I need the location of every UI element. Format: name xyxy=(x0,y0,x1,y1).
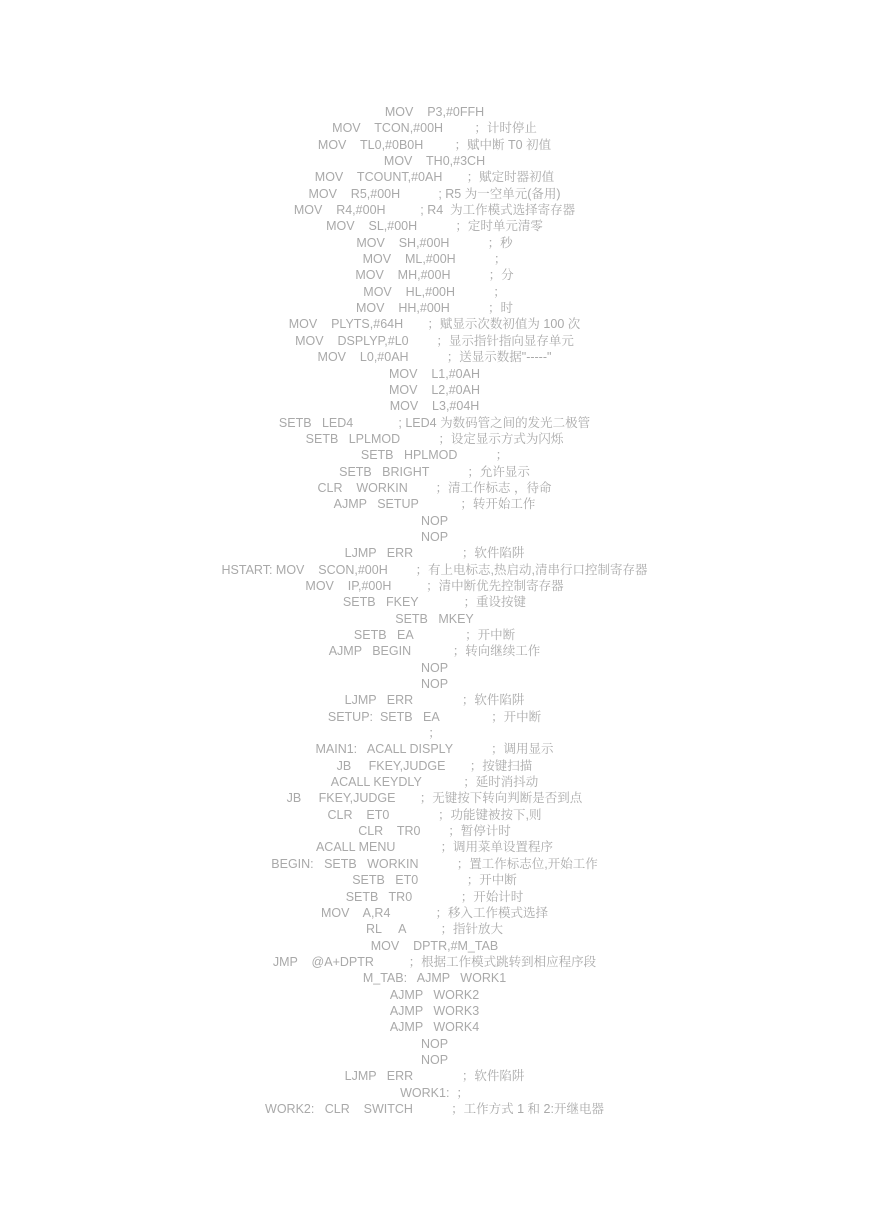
code-line: MOV R5,#00H ; R5 为一空单元(备用) xyxy=(308,186,561,201)
code-line: SETB MKEY xyxy=(395,611,474,626)
code-line: AJMP BEGIN ；转向继续工作 xyxy=(328,644,541,659)
code-line: MOV L1,#0AH xyxy=(388,366,480,381)
code-line: NOP xyxy=(420,513,449,528)
code-line: MOV SH,#00H ；秒 xyxy=(356,235,513,250)
code-line: NOP xyxy=(420,1036,449,1051)
code-line: MOV ML,#00H ； xyxy=(362,252,507,267)
code-line: SETB LPLMOD ；设定显示方式为闪烁 xyxy=(305,431,564,446)
code-line: SETB TR0 ；开始计时 xyxy=(345,889,524,904)
code-line: JMP @A+DPTR ；根据工作模式跳转到相应程序段 xyxy=(272,954,597,969)
code-line: CLR ET0 ；功能键被按下,则 xyxy=(327,807,542,822)
code-line: AJMP SETUP ；转开始工作 xyxy=(333,497,536,512)
code-listing xyxy=(0,104,869,1117)
code-line: MOV IP,#00H ；清中断优先控制寄存器 xyxy=(305,578,564,593)
code-line: HSTART: MOV SCON,#00H ；有上电标志,热启动,清串行口控制寄存器 xyxy=(221,562,648,577)
code-line: CLR TR0 ；暂停计时 xyxy=(358,824,511,839)
code-line: M_TAB: AJMP WORK1 xyxy=(362,971,507,986)
code-line: LJMP ERR ；软件陷阱 xyxy=(344,693,525,708)
code-line: SETB HPLMOD ； xyxy=(360,448,509,463)
code-line: SETB FKEY ；重设按键 xyxy=(342,595,527,610)
code-line: NOP xyxy=(420,660,449,675)
code-line: MOV L3,#04H xyxy=(389,399,480,414)
code-line: MOV DPTR,#M_TAB xyxy=(370,938,499,953)
code-line: ； xyxy=(428,726,441,741)
code-line: ACALL KEYDLY ；延时消抖动 xyxy=(330,775,539,790)
code-line: SETUP: SETB EA ；开中断 xyxy=(327,709,542,724)
code-line: MOV TH0,#3CH xyxy=(383,154,486,169)
code-line: MOV A,R4 ；移入工作模式选择 xyxy=(320,905,549,920)
code-line: ACALL MENU ；调用菜单设置程序 xyxy=(315,840,554,855)
code-line: MOV TCON,#00H ；计时停止 xyxy=(332,121,537,136)
code-line: MOV P3,#0FFH xyxy=(384,105,485,119)
code-line: MOV HH,#00H ；时 xyxy=(356,301,513,316)
code-line: LJMP ERR ；软件陷阱 xyxy=(344,1069,525,1084)
code-line: LJMP ERR ；软件陷阱 xyxy=(344,546,525,561)
code-line: MOV MH,#00H ；分 xyxy=(355,268,514,283)
code-line: NOP xyxy=(420,529,449,544)
code-line: CLR WORKIN ；清工作标志 ，待命 xyxy=(317,480,552,495)
code-line: NOP xyxy=(420,677,449,692)
code-line: MOV PLYTS,#64H ；赋显示次数初值为 100 次 xyxy=(288,317,581,332)
code-line: BEGIN: SETB WORKIN ；置工作标志位,开始工作 xyxy=(271,856,598,871)
code-line: MAIN1: ACALL DISPLY ；调用显示 xyxy=(315,742,554,757)
code-line: SETB LED4 ; LED4 为数码管之间的发光二极管 xyxy=(278,415,591,430)
code-line: NOP xyxy=(420,1052,449,1067)
code-line: SETB EA ；开中断 xyxy=(353,628,516,642)
code-line: MOV TCOUNT,#0AH ；赋定时器初值 xyxy=(314,170,555,185)
code-line: AJMP WORK4 xyxy=(389,1020,480,1035)
code-line: MOV TL0,#0B0H ；赋中断 T0 初值 xyxy=(317,137,552,152)
code-line: MOV L2,#0AH xyxy=(388,382,480,397)
code-line: MOV DSPLYP,#L0 ；显示指针指向显存单元 xyxy=(295,333,574,348)
code-line: MOV HL,#00H ； xyxy=(363,284,506,299)
code-line: MOV SL,#00H ；定时单元清零 xyxy=(326,219,543,234)
code-line: MOV L0,#0AH ；送显示数据"-----" xyxy=(317,350,552,365)
code-line: AJMP WORK3 xyxy=(389,1003,480,1018)
code-line: SETB BRIGHT ；允许显示 xyxy=(339,464,530,479)
code-line: AJMP WORK2 xyxy=(389,987,480,1002)
code-line: WORK2: CLR SWITCH ；工作方式 1 和 2:开继电器 xyxy=(265,1101,604,1116)
code-line: JB FKEY,JUDGE ；按键扫描 xyxy=(336,758,533,773)
code-line: JB FKEY,JUDGE ；无键按下转向判断是否到点 xyxy=(286,791,583,806)
code-line: RL A ；指针放大 xyxy=(365,922,504,937)
code-line: SETB ET0 ；开中断 xyxy=(352,873,517,888)
code-line: WORK1: ； xyxy=(400,1085,469,1100)
code-line: MOV R4,#00H ; R4 为工作模式选择寄存器 xyxy=(293,203,576,218)
